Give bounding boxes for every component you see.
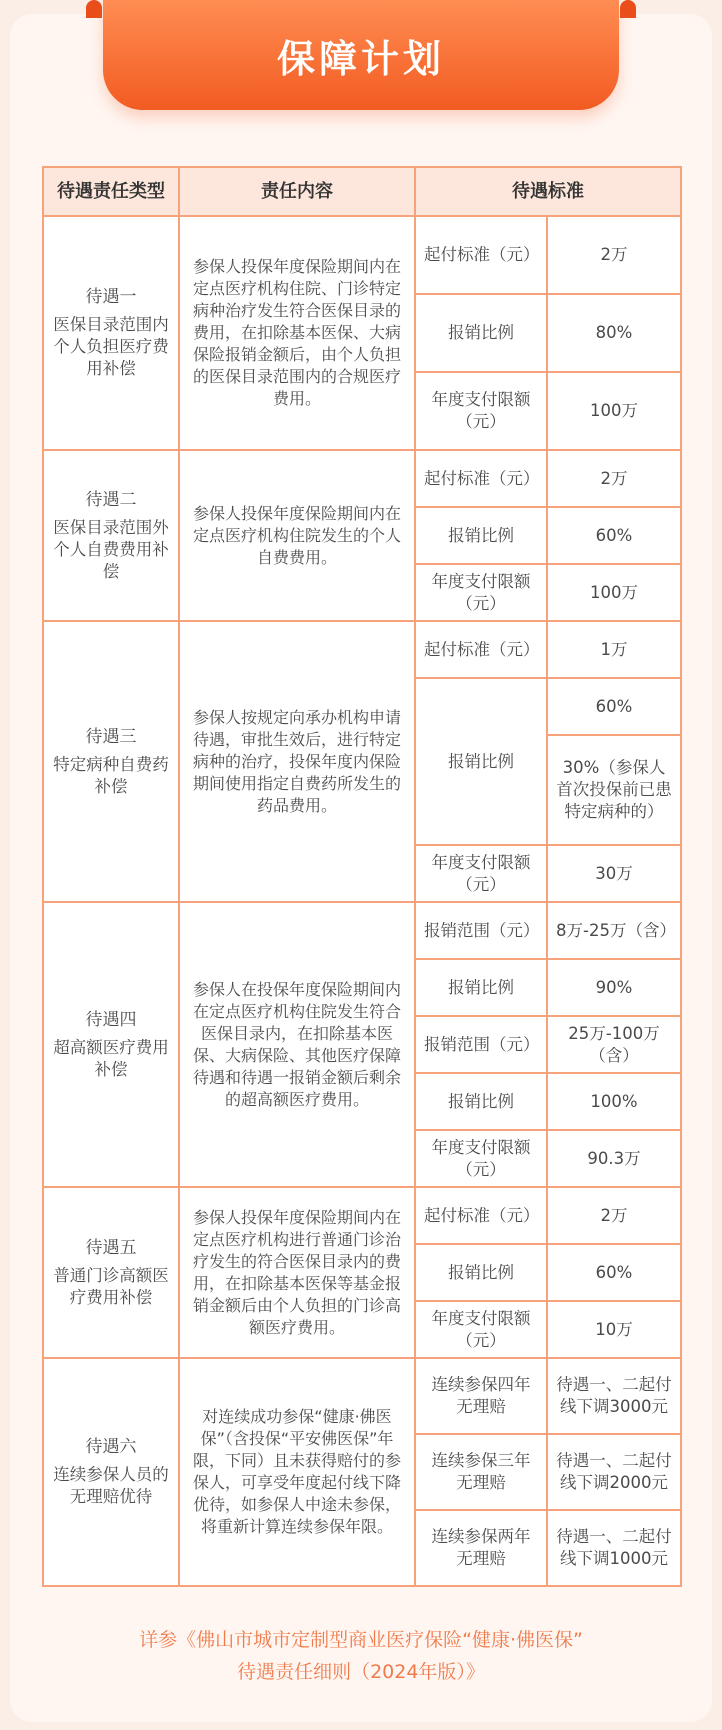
standard-label: 年度支付限额（元）	[415, 1301, 547, 1358]
standard-value: 1万	[547, 621, 681, 678]
benefit-content: 对连续成功参保“健康·佛医保”（含投保“平安佛医保”年限，下同）且未获得赔付的参保人，可享受年度起付线下降优待，如参保人中途未参保，将重新计算连续参保年限。	[179, 1358, 415, 1586]
benefit-desc: 医保目录范围内个人负担医疗费用补偿	[53, 315, 169, 378]
benefit-content: 参保人在投保年度保险期间内在定点医疗机构住院发生符合医保目录内，在扣除基本医保、大病保险、其他医疗保障待遇和待遇一报销金额后剩余的超高额医疗费用。	[179, 902, 415, 1187]
benefit-type-cell	[43, 902, 179, 1187]
standard-label: 报销比例	[415, 678, 547, 845]
benefit-name: 待遇二	[85, 489, 137, 510]
benefit-desc: 连续参保人员的无理赔优待	[53, 1465, 169, 1506]
benefit-type-cell	[43, 1187, 179, 1358]
standard-label: 报销范围（元）	[415, 902, 547, 959]
standard-value: 30万	[547, 845, 681, 902]
column-header-content: 责任内容	[179, 167, 415, 216]
column-header-type: 待遇责任类型	[43, 167, 179, 216]
table-row	[43, 216, 681, 294]
standard-label: 起付标准（元）	[415, 1187, 547, 1244]
footer-line-2: 待遇责任细则（2024年版）》	[237, 1661, 485, 1683]
standard-value: 90.3万	[547, 1130, 681, 1187]
standard-label: 起付标准（元）	[415, 621, 547, 678]
standard-value: 8万-25万（含）	[547, 902, 681, 959]
table-row	[43, 450, 681, 507]
standard-label: 起付标准（元）	[415, 216, 547, 294]
standard-label: 年度支付限额（元）	[415, 564, 547, 621]
standard-label: 年度支付限额（元）	[415, 1130, 547, 1187]
standard-label: 年度支付限额（元）	[415, 845, 547, 902]
standard-label: 连续参保四年无理赔	[415, 1358, 547, 1434]
standard-value: 待遇一、二起付线下调2000元	[547, 1434, 681, 1510]
benefit-content: 参保人投保年度保险期间内在定点医疗机构进行普通门诊治疗发生的符合医保目录内的费用，在扣除基本医保等基金报销金额后由个人负担的门诊高额医疗费用。	[179, 1187, 415, 1358]
page-title: 保障计划	[103, 0, 619, 110]
benefit-content: 参保人按规定向承办机构申请待遇，审批生效后，进行特定病种的治疗，投保年度内保险期间使用指定自费药所发生的药品费用。	[179, 621, 415, 902]
standard-value: 80%	[547, 294, 681, 372]
standard-value: 25万-100万（含）	[547, 1016, 681, 1073]
standard-label: 报销比例	[415, 507, 547, 564]
benefit-type-cell	[43, 450, 179, 621]
standard-value: 100%	[547, 1073, 681, 1130]
standard-label: 连续参保三年无理赔	[415, 1434, 547, 1510]
benefit-type-cell	[43, 216, 179, 450]
footer-line-1: 详参《佛山市城市定制型商业医疗保险“健康·佛医保”	[139, 1629, 583, 1651]
benefit-desc: 超高额医疗费用补偿	[53, 1037, 169, 1079]
table-row	[43, 1358, 681, 1434]
standard-label: 年度支付限额（元）	[415, 372, 547, 450]
standard-label: 报销比例	[415, 959, 547, 1016]
benefit-table	[42, 166, 682, 1587]
table-row	[43, 1187, 681, 1244]
benefit-desc: 医保目录范围外个人自费费用补偿	[53, 517, 169, 581]
table-header-row	[43, 167, 681, 216]
standard-label: 报销范围（元）	[415, 1016, 547, 1073]
column-header-standard: 待遇标准	[415, 167, 681, 216]
standard-value: 2万	[547, 450, 681, 507]
benefit-name: 待遇五	[85, 1237, 137, 1258]
benefit-name: 待遇四	[85, 1009, 137, 1030]
standard-value: 60%	[547, 678, 681, 735]
benefit-name: 待遇三	[85, 726, 137, 747]
benefit-desc: 普通门诊高额医疗费用补偿	[53, 1265, 169, 1307]
footer-note	[0, 1624, 722, 1688]
benefit-name: 待遇一	[85, 287, 137, 307]
standard-label: 报销比例	[415, 294, 547, 372]
banner-right-ear	[620, 0, 636, 18]
table-row	[43, 902, 681, 959]
standard-label: 报销比例	[415, 1244, 547, 1301]
banner-left-ear	[86, 0, 102, 18]
benefit-content: 参保人投保年度保险期间内在定点医疗机构住院、门诊特定病种治疗发生符合医保目录的费用，在扣除基本医保、大病保险报销金额后，由个人负担的医保目录范围内的合规医疗费用。	[179, 216, 415, 450]
standard-value: 待遇一、二起付线下调3000元	[547, 1358, 681, 1434]
standard-value: 90%	[547, 959, 681, 1016]
standard-label: 连续参保两年无理赔	[415, 1510, 547, 1586]
standard-value: 60%	[547, 1244, 681, 1301]
standard-label: 报销比例	[415, 1073, 547, 1130]
standard-value: 100万	[547, 372, 681, 450]
standard-value: 2万	[547, 216, 681, 294]
standard-label: 起付标准（元）	[415, 450, 547, 507]
benefit-type-cell	[43, 621, 179, 902]
benefit-desc: 特定病种自费药补偿	[53, 754, 169, 796]
benefit-content: 参保人投保年度保险期间内在定点医疗机构住院发生的个人自费费用。	[179, 450, 415, 621]
standard-value: 100万	[547, 564, 681, 621]
standard-value: 2万	[547, 1187, 681, 1244]
standard-value: 10万	[547, 1301, 681, 1358]
standard-value: 待遇一、二起付线下调1000元	[547, 1510, 681, 1586]
benefit-name: 待遇六	[85, 1437, 137, 1457]
table-row	[43, 621, 681, 678]
standard-value: 60%	[547, 507, 681, 564]
standard-value: 30%（参保人首次投保前已患特定病种的）	[547, 735, 681, 845]
benefit-type-cell	[43, 1358, 179, 1586]
